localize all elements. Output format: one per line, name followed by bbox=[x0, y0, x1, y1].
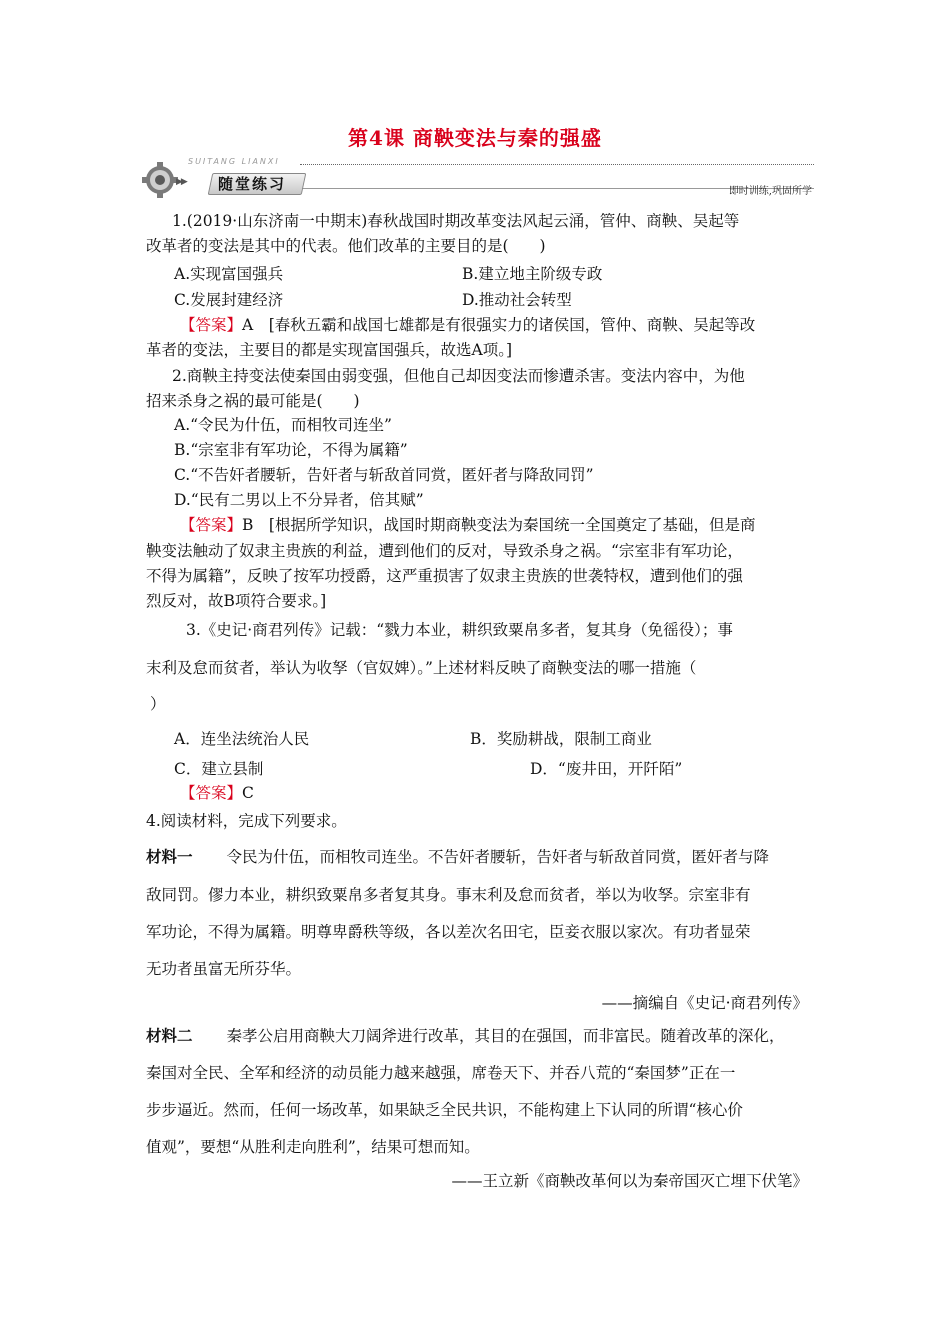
answer-tag: 【答案】 bbox=[180, 316, 243, 334]
q3-stem-line: 末利及怠而贫者，举认为收孥（官奴婢）。”上述材料反映了商鞅变法的哪一措施（ bbox=[146, 659, 697, 677]
material-2-line: 步步逼近。然而，任何一场改革，如果缺乏全民共识，不能构建上下认同的所谓“核心价 bbox=[146, 1101, 743, 1119]
q2-option-c: C.“不告奸者腰斩，告奸者与斩敌首同赏，匿奸者与降敌同罚” bbox=[174, 466, 594, 484]
banner-pinyin: SUITANG LIANXI bbox=[188, 157, 280, 166]
material-2-line: 秦国对全民、全军和经济的动员能力越来越强，席卷天下、并吞八荒的“秦国梦”正在一 bbox=[146, 1064, 736, 1082]
q1-stem-line: 1.(2019·山东济南一中期末)春秋战国时期改革变法风起云涌，管仲、商鞅、吴起等 bbox=[172, 212, 740, 230]
q2-answer-line: 不得为属籍”，反映了按军功授爵，这严重损害了奴隶主贵族的世袭特权，遭到他们的强 bbox=[146, 567, 743, 585]
material-2-text: 秦孝公启用商鞅大刀阔斧进行改革，其目的在强国，而非富民。随着改革的深化， bbox=[226, 1027, 785, 1045]
material-1-text: 令民为什伍，而相牧司连坐。不告奸者腰斩，告奸者与斩敌首同赏，匿奸者与降 bbox=[226, 848, 770, 866]
material-1-label: 材料一 bbox=[146, 847, 193, 866]
material-1-source: ——摘编自《史记·商君列传》 bbox=[601, 994, 808, 1012]
answer-tag: 【答案】 bbox=[180, 516, 243, 534]
q1-stem-line: 改革者的变法是其中的代表。他们改革的主要目的是( ) bbox=[146, 237, 546, 255]
q2-answer bbox=[180, 513, 755, 535]
material-2-label: 材料二 bbox=[146, 1026, 193, 1045]
page-title: 第4课 商鞅变法与秦的强盛 bbox=[348, 126, 602, 150]
q3-answer-text: C bbox=[242, 784, 254, 802]
q2-stem-line: 招来杀身之祸的最可能是( ) bbox=[146, 392, 360, 410]
q1-answer bbox=[180, 313, 755, 335]
q3-stem-line: ） bbox=[150, 695, 166, 713]
material-2-line: 值观”，要想“从胜利走向胜利”，结果可想而知。 bbox=[146, 1138, 480, 1156]
arrows-icon: ▶▶ bbox=[176, 177, 186, 187]
q2-answer-line: 烈反对，故B项符合要求。] bbox=[146, 592, 327, 610]
q2-stem-line: 2.商鞅主持变法使秦国由弱变强，但他自己却因变法而惨遭杀害。变法内容中，为他 bbox=[172, 367, 745, 385]
q4-stem: 4.阅读材料，完成下列要求。 bbox=[146, 812, 347, 830]
q3-stem-line: 3.《史记·商君列传》记载：“戮力本业，耕织致粟帛多者，复其身（免徭役）；事 bbox=[186, 621, 733, 639]
q3-option-a: A．连坐法统治人民 bbox=[174, 730, 310, 748]
q2-answer-text: B [根据所学知识，战国时期商鞅变法为秦国统一全国奠定了基础，但是商 bbox=[242, 516, 756, 534]
banner-label: 随堂练习 bbox=[218, 175, 287, 193]
material-1-line: 敌同罚。僇力本业，耕织致粟帛多者复其身。事末利及怠而贫者，举以为收孥。宗室非有 bbox=[146, 886, 751, 904]
q2-answer-line: 鞅变法触动了奴隶主贵族的利益，遭到他们的反对，导致杀身之祸。“宗室非有军功论， bbox=[146, 542, 743, 560]
q1-answer-text: A [春秋五霸和战国七雄都是有很强实力的诸侯国，管仲、商鞅、吴起等改 bbox=[242, 316, 756, 334]
material-1-line: 军功论，不得为属籍。明尊卑爵秩等级，各以差次名田宅，臣妾衣服以家次。有功者显荣 bbox=[146, 923, 751, 941]
answer-tag: 【答案】 bbox=[180, 784, 243, 802]
q2-option-a: A.“令民为什伍，而相牧司连坐” bbox=[174, 416, 392, 434]
q3-option-b: B．奖励耕战，限制工商业 bbox=[470, 730, 652, 748]
gear-icon bbox=[142, 162, 178, 198]
q2-option-d: D.“民有二男以上不分异者，倍其赋” bbox=[174, 491, 424, 509]
material-2-line bbox=[146, 1024, 785, 1046]
section-banner bbox=[140, 157, 814, 199]
banner-slogan: 即时训练,巩固所学 bbox=[728, 186, 812, 197]
q1-option-d: D.推动社会转型 bbox=[462, 291, 572, 309]
q2-option-b: B.“宗室非有军功论，不得为属籍” bbox=[174, 441, 408, 459]
q3-answer bbox=[180, 781, 254, 803]
q3-option-c: C．建立县制 bbox=[174, 760, 264, 778]
q1-option-b: B.建立地主阶级专政 bbox=[462, 265, 603, 283]
banner-dotted-rule bbox=[300, 164, 814, 165]
q1-answer-line: 革者的变法，主要目的都是实现富国强兵，故选A项。] bbox=[146, 341, 512, 359]
q1-option-a: A.实现富国强兵 bbox=[174, 265, 284, 283]
q3-option-d: D．“废井田，开阡陌” bbox=[530, 760, 683, 778]
material-1-line: 无功者虽富无所芬华。 bbox=[146, 960, 302, 978]
q1-option-c: C.发展封建经济 bbox=[174, 291, 284, 309]
material-2-source: ——王立新《商鞅改革何以为秦帝国灭亡埋下伏笔》 bbox=[451, 1172, 808, 1190]
material-1-line bbox=[146, 845, 769, 867]
